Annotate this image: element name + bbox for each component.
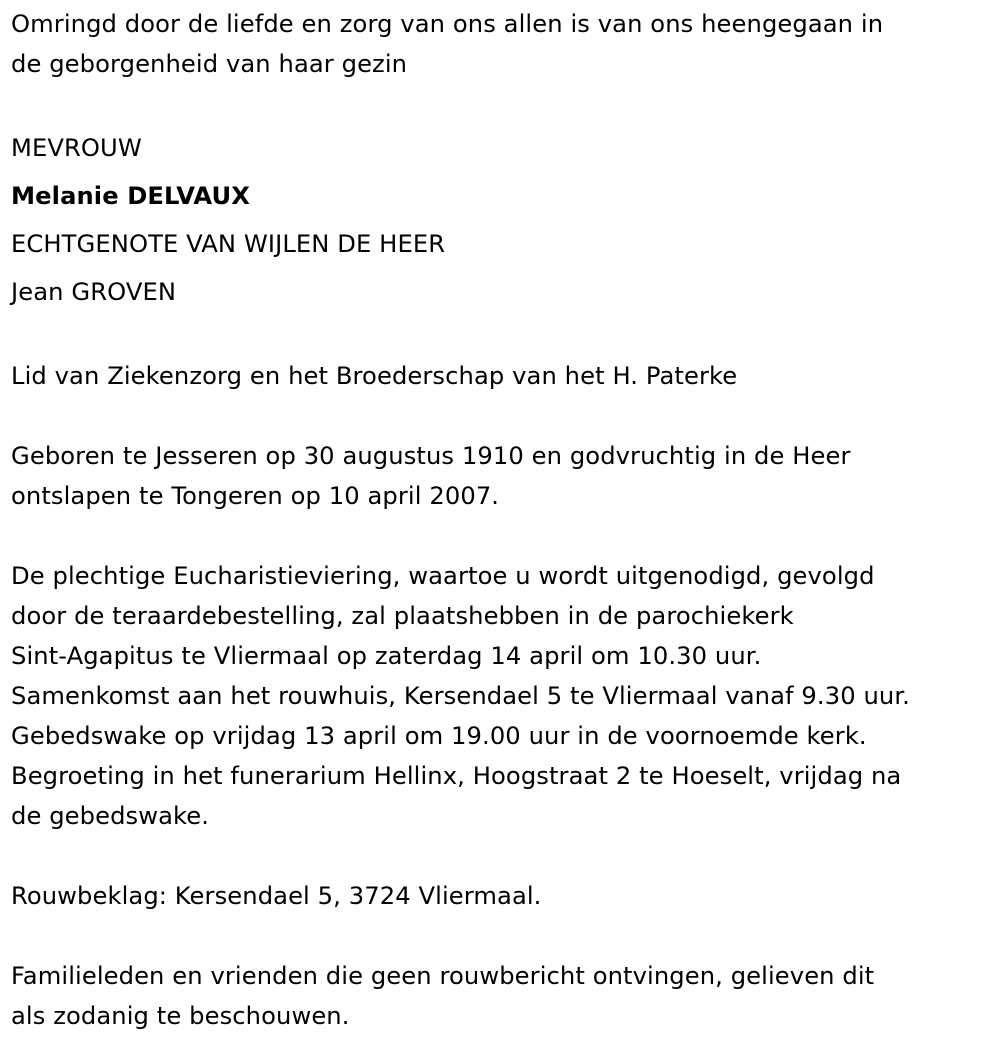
intro-line: de geborgenheid van haar gezin xyxy=(11,50,408,78)
intro-paragraph xyxy=(11,4,1000,84)
spacer xyxy=(11,316,1000,356)
intro-line: Omringd door de liefde en zorg van ons allen is van ons heengegaan in xyxy=(11,10,884,38)
birth-death-paragraph xyxy=(11,436,1000,516)
condolence-paragraph xyxy=(11,876,1000,916)
membership-line: Lid van Ziekenzorg en het Broederschap van het H. Paterke xyxy=(11,362,738,390)
spacer xyxy=(11,516,1000,556)
birth-death-line: Geboren te Jesseren op 30 augustus 1910 en godvruchtig in de Heer xyxy=(11,442,851,470)
condolence-address: Rouwbeklag: Kersendael 5, 3724 Vliermaal. xyxy=(11,882,542,910)
ceremony-line: door de teraardebestelling, zal plaatshebben in de parochiekerk xyxy=(11,602,794,630)
closing-paragraph xyxy=(11,956,1000,1036)
name-block xyxy=(11,124,1000,316)
ceremony-line: De plechtige Eucharistieviering, waartoe u wordt uitgenodigd, gevolgd xyxy=(11,562,875,590)
closing-line: als zodanig te beschouwen. xyxy=(11,1002,350,1030)
spacer xyxy=(11,396,1000,436)
birth-death-line: ontslapen te Tongeren op 10 april 2007. xyxy=(11,482,500,510)
ceremony-line: Gebedswake op vrijdag 13 april om 19.00 uur in de voornoemde kerk. xyxy=(11,722,867,750)
title-prefix: MEVROUW xyxy=(11,134,142,162)
ceremony-line: Sint-Agapitus te Vliermaal op zaterdag 14 april om 10.30 uur. xyxy=(11,642,762,670)
ceremony-paragraph xyxy=(11,556,1000,836)
ceremony-line: Samenkomst aan het rouwhuis, Kersendael 5 te Vliermaal vanaf 9.30 uur. xyxy=(11,682,910,710)
ceremony-line: Begroeting in het funerarium Hellinx, Hoogstraat 2 te Hoeselt, vrijdag na xyxy=(11,762,902,790)
deceased-name: Melanie DELVAUX xyxy=(11,182,250,210)
membership-paragraph xyxy=(11,356,1000,396)
spouse-prefix: ECHTGENOTE VAN WIJLEN DE HEER xyxy=(11,230,446,258)
closing-line: Familieleden en vrienden die geen rouwbericht ontvingen, gelieven dit xyxy=(11,962,875,990)
spacer xyxy=(11,84,1000,124)
spouse-name: Jean GROVEN xyxy=(11,278,177,306)
ceremony-line: de gebedswake. xyxy=(11,802,210,830)
spacer xyxy=(11,916,1000,956)
spacer xyxy=(11,836,1000,876)
